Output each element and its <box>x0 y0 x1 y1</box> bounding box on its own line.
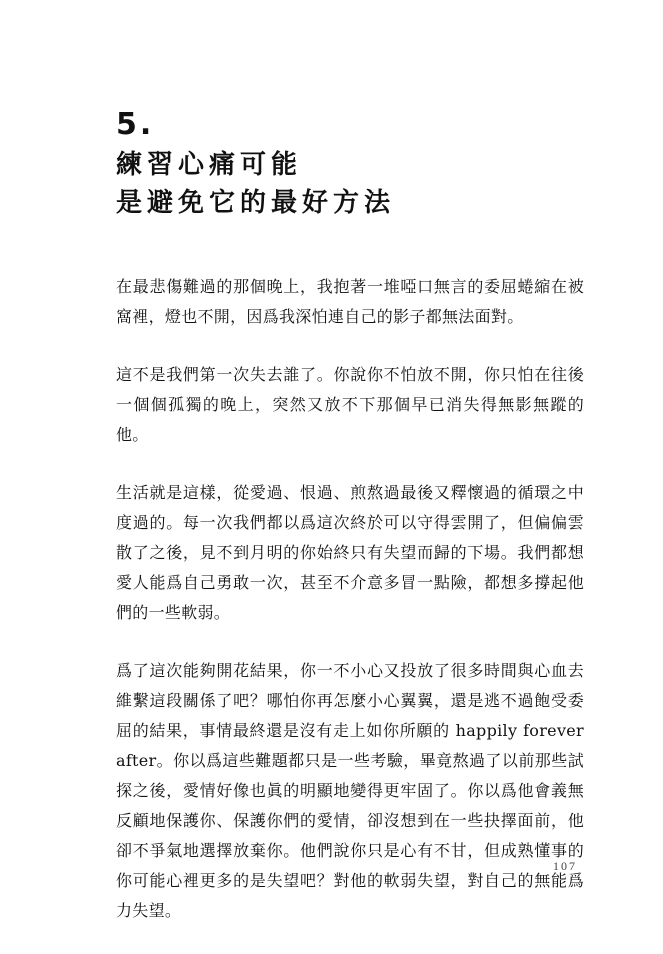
chapter-title <box>116 146 395 222</box>
paragraph-1: 在最悲傷難過的那個晚上，我抱著一堆啞口無言的委屈蜷縮在被窩裡，燈也不開，因爲我深怕連自己的影子都無法面對。 <box>116 277 584 326</box>
body-text <box>116 272 584 954</box>
chapter-title-line-1: 練習心痛可能 <box>116 150 303 180</box>
chapter-number: 5. <box>116 107 155 142</box>
paragraph-2: 這不是我們第一次失去誰了。你說你不怕放不開，你只怕在往後一個個孤獨的晚上，突然又放不下那個早已消失得無影無蹤的他。 <box>116 365 584 444</box>
paragraph-4: 爲了這次能夠開花結果，你一不小心又投放了很多時間與心血去維繫這段關係了吧？哪怕你再怎麼小心翼翼，還是逃不過飽受委屈的結果，事情最終還是沒有走上如你所願的 happily forever after。你以爲這些難題都只是一些考驗，畢竟熬過了以前那些試探之後，愛情好像也眞的明顯地變得更牢固了。你以爲他會義無反顧地保護你、保護你們的愛情，卻沒想到在一些抉擇面前，他卻不爭氣地選擇放棄你。他們說你只是心有不甘，但成熟懂事的你可能心裡更多的是失望吧？對他的軟弱失望，對自己的無能爲力失望。 <box>116 661 584 920</box>
chapter-title-line-2: 是避免它的最好方法 <box>116 188 396 218</box>
paragraph-3: 生活就是這樣，從愛過、恨過、煎熬過最後又釋懷過的循環之中度過的。每一次我們都以爲這次終於可以守得雲開了，但偏偏雲散了之後，見不到月明的你始終只有失望而歸的下場。我們都想愛人能爲自己勇敢一次，甚至不介意多冒一點險，都想多撐起他們的一些軟弱。 <box>116 483 584 622</box>
page-number: 107 <box>553 859 577 873</box>
